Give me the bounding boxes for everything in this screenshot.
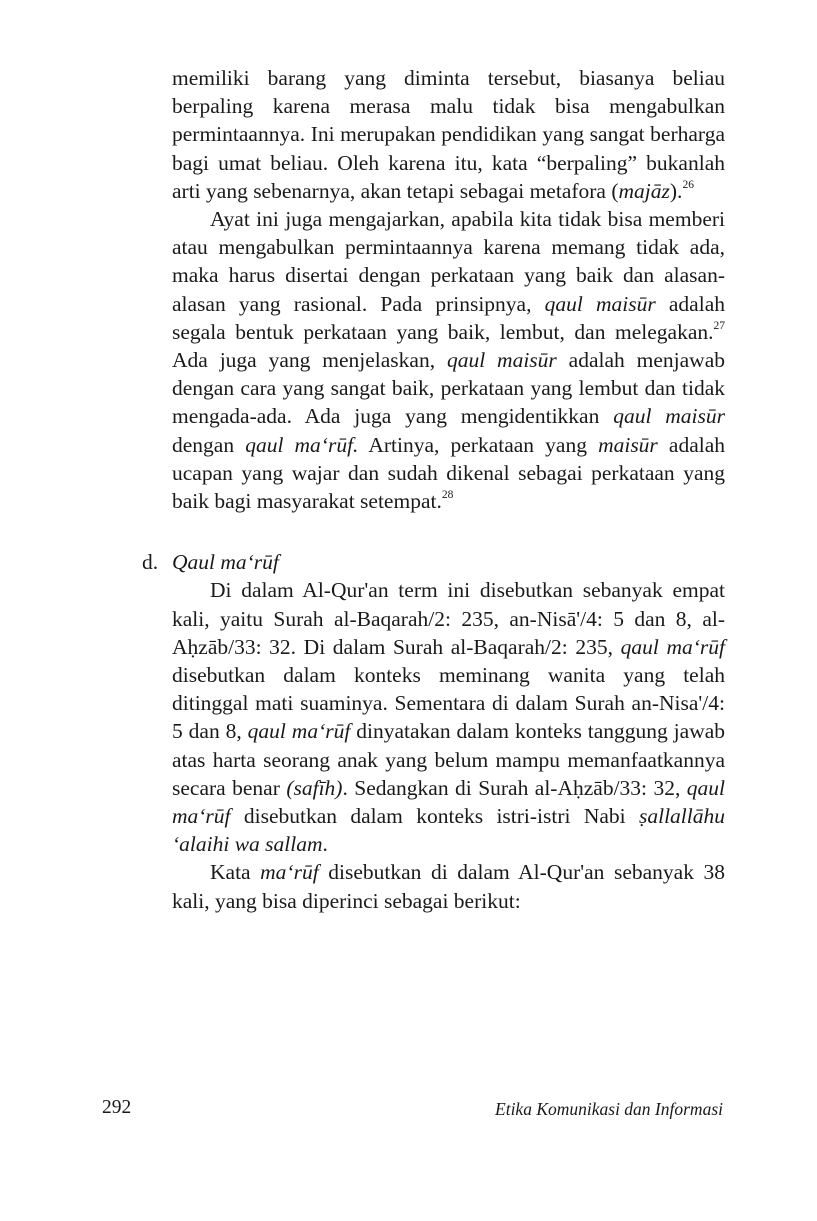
page-footer — [102, 1097, 723, 1127]
text-run: ). — [669, 178, 683, 203]
italic-term: (safīh) — [286, 775, 343, 800]
italic-term: qaul maisūr — [544, 291, 656, 316]
text-run: Ayat ini juga mengajarkan, apabila kita tidak bisa memberi atau mengabulkan permintaannya karena memang tidak ada, maka harus disertai dengan perkataan yang baik dan alasan-alasan yang rasional. Pada prinsipnya, — [172, 207, 725, 316]
text-run: disebutkan di dalam Al-Qur'an sebanyak 38 kali, yang bisa diperinci sebagai berikut: — [172, 860, 725, 913]
section-spacer — [172, 515, 725, 548]
main-text — [142, 64, 726, 915]
paragraph-continuation — [172, 64, 725, 205]
running-title: Etika Komunikasi dan Informasi — [495, 1099, 723, 1119]
italic-term: maisūr — [598, 432, 658, 457]
text-run: disebutkan dalam konteks meminang wanita yang telah ditinggal mati suaminya. Sementara di dalam Surah an-Nisa'/4: 5 dan 8, — [172, 663, 725, 744]
text-run: dengan — [172, 432, 246, 457]
italic-term: qaul maisūr — [613, 404, 725, 429]
section-letter: d. — [142, 550, 159, 575]
footnote-ref: 26 — [682, 178, 694, 191]
text-run: memiliki barang yang diminta tersebut, biasanya beliau berpaling karena merasa malu tidak bisa mengabulkan permintaannya. Ini merupakan pendidikan yang sangat berharga bagi umat beliau. Oleh karena itu, kata “berpaling” bukanlah arti yang sebenarnya, akan tetapi sebagai metafora ( — [172, 66, 725, 203]
text-run: Di dalam Al-Qur'an term ini disebutkan sebanyak empat kali, yaitu Surah al-Baqarah/2: 235, an-Nisā'/4: 5 dan 8, al-Aḥzāb/33: 32. Di dalam Surah al-Baqarah/2: 235, — [172, 578, 725, 659]
text-run: Kata — [210, 860, 261, 885]
text-run: Artinya, perkataan yang — [358, 432, 599, 457]
text-run: adalah segala bentuk perkataan yang baik, lembut, dan melegakan. — [172, 291, 725, 344]
footnote-ref: 28 — [441, 488, 454, 501]
italic-term: majāz — [618, 178, 670, 203]
italic-term: qaul maisūr — [446, 348, 557, 373]
footnote-ref: 27 — [713, 319, 725, 332]
italic-term: ṣallallāhu ‘alaihi wa sallam — [172, 804, 725, 857]
text-run: disebutkan dalam konteks istri-istri Nabi — [230, 804, 639, 829]
italic-term: qaul ma‘rūf — [247, 719, 351, 744]
paragraph-qaul-maisur — [172, 205, 725, 515]
section-title: Qaul ma‘rūf — [172, 550, 279, 575]
italic-term: ma‘rūf — [260, 860, 319, 885]
text-run: Ada juga yang menjelaskan, — [172, 348, 447, 373]
text-run: adalah menjawab dengan cara yang sangat baik, perkataan yang lembut dan tidak mengada-ada. Ada juga yang mengidentikkan — [172, 348, 725, 429]
text-run: adalah ucapan yang wajar dan sudah dikenal sebagai perkataan yang baik bagi masyarakat setempat. — [172, 432, 726, 514]
paragraph-qaul-maruf-occurrences — [172, 576, 725, 858]
section-heading — [142, 548, 725, 576]
italic-term: qaul ma‘rūf — [620, 634, 725, 659]
italic-term: qaul ma‘rūf. — [245, 432, 359, 457]
paragraph-maruf-count — [172, 858, 725, 914]
text-run: . — [322, 832, 328, 857]
italic-term: qaul ma‘rūf — [172, 775, 725, 829]
text-run: dinyatakan dalam konteks tanggung jawab atas harta seorang anak yang belum mampu memanfaatkannya secara benar — [172, 719, 726, 800]
text-run: . Sedangkan di Surah al-Aḥzāb/33: 32, — [342, 775, 687, 800]
page-number: 292 — [102, 1097, 132, 1118]
